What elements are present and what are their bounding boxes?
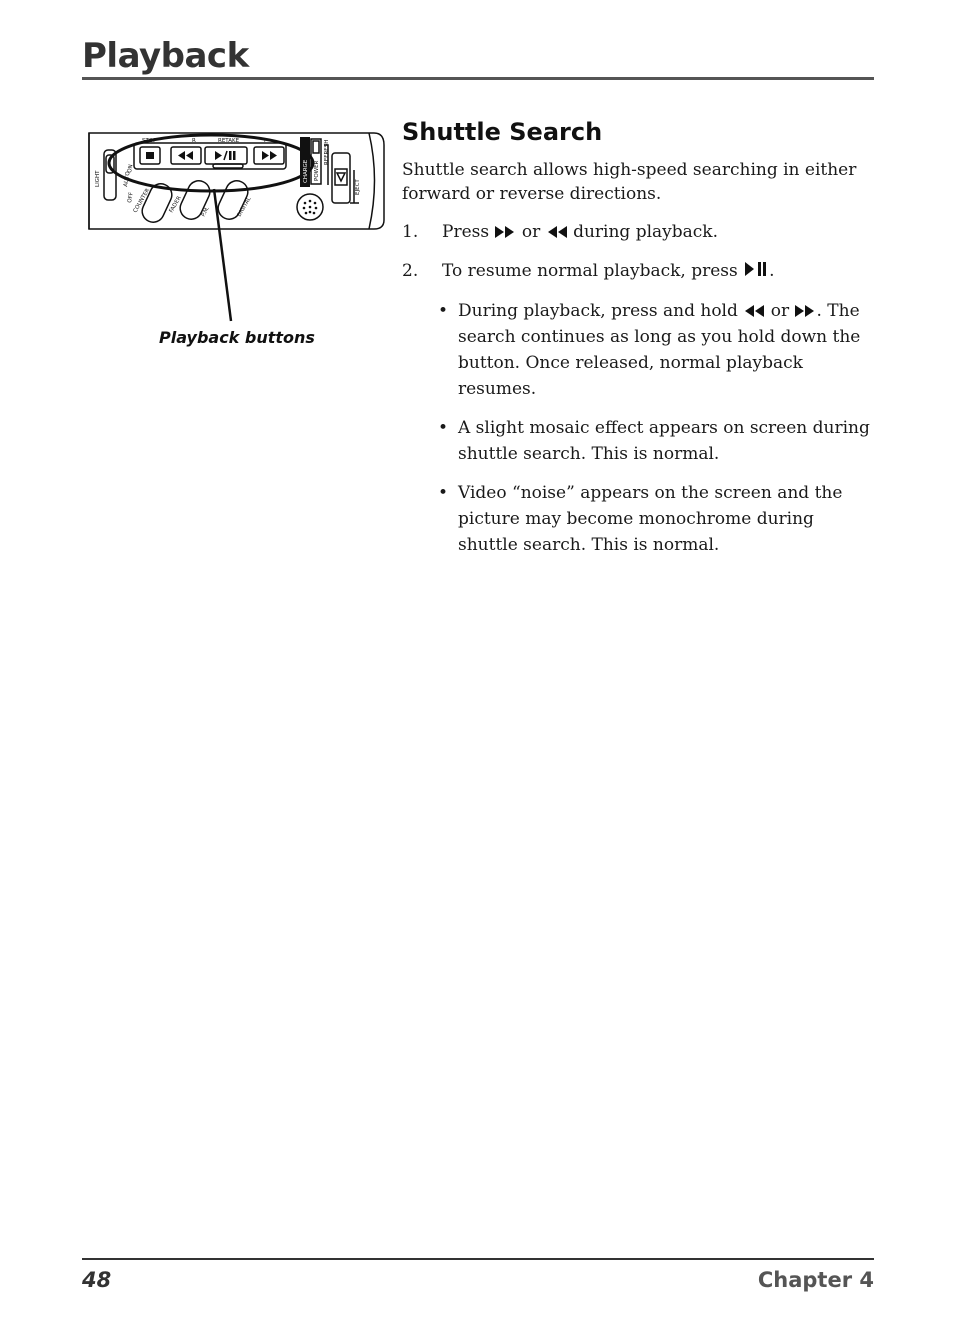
play-pause-icon [743,260,769,278]
eject-label: EJECT [355,179,361,195]
charge-label: CHARGE [303,159,309,183]
step-1-suffix: during playback. [573,222,719,242]
digital-label: DIGITAL [236,196,253,218]
step-1-number: 1. [402,222,419,242]
header-rule [82,77,874,80]
light-label: LIGHT [95,170,101,187]
step-2-number: 2. [402,261,419,281]
section-title: Shuttle Search [402,118,603,146]
bullet-1-text [458,298,872,402]
power-label: POWER [314,160,320,181]
bullet-2-dot: • [438,418,449,438]
rewind-icon [546,225,568,239]
bullet-1-or: or [770,301,790,321]
step-2-body: To resume normal playback, press [442,261,738,281]
step-1-or: or [521,222,541,242]
chapter-label: Chapter 4 [757,1268,874,1292]
f-label: F [264,138,268,144]
step-2-text [442,259,775,283]
pm-label: P.M. [200,205,212,218]
counter-label: COUNTER [132,187,152,214]
on-label: ON [127,163,135,174]
rewind-icon [743,304,765,318]
r-label: R [192,138,196,144]
refresh-label: REFRESH [324,139,330,165]
step-2-end: . [769,261,775,281]
bullet-3-dot: • [438,483,449,503]
bullet-3-text: Video “noise” appears on the screen and the picture may become monochrome during shuttle search. This is normal. [458,483,843,555]
figure-caption: Playback buttons [159,328,315,347]
page-number: 48 [82,1268,112,1292]
page-title: Playback [82,36,249,76]
stop-label: STOP [142,138,157,144]
retake-label: RETAKE [218,138,240,144]
step-1-text [442,220,718,244]
step-1-prefix: Press [442,222,490,242]
fader-label: FADER [168,195,183,214]
auto-label: AUTO [123,171,132,188]
step-1 [402,220,872,244]
bullet-1-dot: • [438,301,449,321]
main-content [402,118,872,571]
bullet-1 [438,298,872,402]
step-2 [402,259,872,283]
bullet-2-text: A slight mosaic effect appears on screen during shuttle search. This is normal. [458,418,870,464]
fast-forward-icon [494,225,516,239]
bullet-2 [438,415,872,467]
off-label: OFF [127,191,135,204]
bullet-1-prefix: During playback, press and hold [458,301,738,321]
fast-forward-icon [794,304,816,318]
bullet-1-rest: . The search continues as long as you hold down the button. Once released, normal playback resumes. [458,301,861,399]
footer-rule [82,1258,874,1260]
bullet-3 [438,480,872,558]
intro-paragraph: Shuttle search allows high-speed searching in either forward or reverse directions. [402,160,857,204]
